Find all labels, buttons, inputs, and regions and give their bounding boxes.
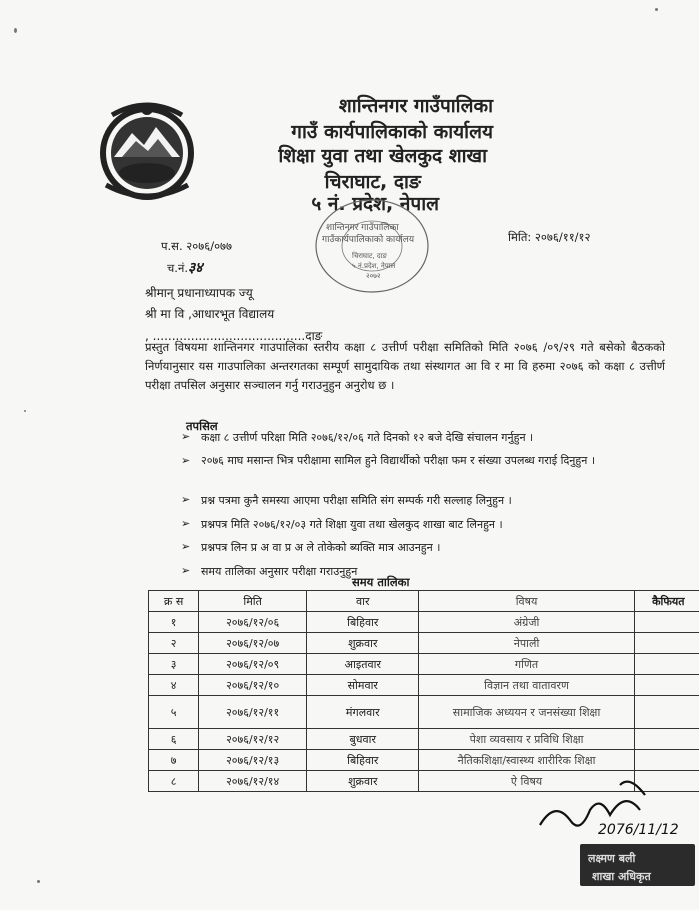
cell-day: सोमवार [307,675,419,696]
office-stamp [312,196,432,296]
list-item: ➢ प्रश्नपत्र मिति २०७६/१२/०३ गते शिक्षा युवा तथा खेलकुद शाखा बाट लिनहुन । [181,517,503,531]
cell-date: २०७६/१२/११ [199,696,307,729]
cell-remarks [634,675,699,696]
table-header-row [149,591,699,612]
schedule-title: समय तालिका [352,575,410,589]
list-item: ➢ कक्षा ८ उत्तीर्ण परिक्षा मिति २०७६/१२/०६ गते दिनको १२ बजे देखि संचालन गर्नुहुन । [181,430,534,444]
cell-remarks [634,729,699,750]
arrow-bullet-icon: ➢ [181,430,191,443]
cell-subject: पेशा व्यवसाय र प्रविधि शिक्षा [419,729,634,750]
list-item: ➢ २०७६ माघ मसान्त भित्र परीक्षामा सामिल हुने विद्यार्थीको परीक्षा फम र संख्या उपलब्ध गराई दिनुहुन । [181,451,661,493]
letterhead-line1: शान्तिनगर गाउँपालिका [338,95,493,117]
table-row [149,750,699,771]
cell-remarks [634,696,699,729]
scan-speck [655,8,658,11]
cell-sn: ८ [149,771,199,792]
cell-day: बिहिवार [307,612,419,633]
arrow-bullet-icon: ➢ [181,454,191,467]
reference-ps: प.स. २०७६/०७७ [161,239,233,253]
table-row [149,654,699,675]
reference-cn-value: ३४ [188,260,203,276]
header-subject: विषय [419,591,634,612]
header-remarks: कैफियत [634,591,699,612]
cell-remarks [634,612,699,633]
letterhead-line4: चिराघाट, दाङ [324,171,421,193]
cell-subject: सामाजिक अध्ययन र जनसंख्या शिक्षा [419,696,634,729]
cell-subject: विज्ञान तथा वातावरण [419,675,634,696]
letterhead-line3: शिक्षा युवा तथा खेलकुद शाखा [278,145,487,167]
cell-sn: ६ [149,729,199,750]
cell-date: २०७६/१२/०६ [199,612,307,633]
arrow-bullet-icon: ➢ [181,517,191,530]
cell-subject: अंग्रेजी [419,612,634,633]
cell-date: २०७६/१२/१३ [199,750,307,771]
address-to: श्रीमान् प्रधानाध्यापक ज्यू [145,286,253,300]
cell-day: बिहिवार [307,750,419,771]
list-item: ➢ प्रश्न पत्रमा कुनै समस्या आएमा परीक्षा समिति संग सम्पर्क गरी सल्लाह लिनुहुन । [181,493,512,507]
reference-cn-prefix: च.नं. [167,261,188,275]
cell-date: २०७६/१२/१४ [199,771,307,792]
cell-sn: १ [149,612,199,633]
cell-date: २०७६/१२/१० [199,675,307,696]
letterhead-line2: गाउँ कार्यपालिकाको कार्यालय [291,121,493,143]
table-row [149,729,699,750]
reference-cn [167,258,203,277]
scan-speck [24,410,26,412]
header-day: वार [307,591,419,612]
cell-date: २०७६/१२/१२ [199,729,307,750]
cell-sn: ४ [149,675,199,696]
instruction-list [181,430,661,584]
cell-remarks [634,750,699,771]
header-sn: क्र स [149,591,199,612]
cell-subject: ऐ विषय [419,771,634,792]
cell-day: शुक्रवार [307,633,419,654]
table-row [149,675,699,696]
arrow-bullet-icon: ➢ [181,564,191,577]
stamp-line1: शान्तिनगर गाउँपालिका [326,223,399,233]
cell-sn: ७ [149,750,199,771]
stamp-line5: २०७२ [366,272,381,280]
letter-date: मिति: २०७६/११/१२ [508,230,591,244]
body-paragraph: प्रस्तुत विषयमा शान्तिनगर गाउपालिका स्तरीय कक्षा ८ उत्तीर्ण परीक्षा समितिको मिति २०७६ /०९/२९ गते बसेको बैठकको निर्णयानुसार यस गाउपालिका अन्तरगतका सम्पूर्ण सामुदायिक तथा संस्थागत आ वि र मा वि हरुमा २०७६ को कक्षा ८ उत्तीर्ण परीक्षा तपसिल अनुसार सञ्चालन गर्नु गराउनुहुन अनुरोध छ । [145,340,665,392]
tapasil-heading: तपसिल [186,419,218,433]
cell-subject: नैतिकशिक्षा/स्वास्थ्य शारीरिक शिक्षा [419,750,634,771]
stamp-line3: चिराघाट, दाङ [352,252,387,260]
cell-subject: गणित [419,654,634,675]
table-row [149,633,699,654]
cell-remarks [634,633,699,654]
cell-date: २०७६/१२/०७ [199,633,307,654]
arrow-bullet-icon: ➢ [181,493,191,506]
address-school: श्री मा वि ,आधारभूत विद्यालय [145,307,275,321]
list-item: ➢ समय तालिका अनुसार परीक्षा गराउनुहुन [181,564,358,578]
signature-block [530,780,699,890]
officer-stamp-line2: शाखा अधिकृत [592,870,651,883]
cell-day: शुक्रवार [307,771,419,792]
address-place: , ........................................दाङ [145,329,323,343]
officer-stamp-line1: लक्ष्मण बली [588,852,636,865]
header-date: मिति [199,591,307,612]
cell-day: आइतवार [307,654,419,675]
stamp-line2: गाउँकार्यपालिकाको कार्यालय [322,235,415,245]
arrow-bullet-icon: ➢ [181,540,191,553]
cell-sn: ५ [149,696,199,729]
cell-subject: नेपाली [419,633,634,654]
cell-remarks [634,654,699,675]
cell-day: बुधवार [307,729,419,750]
scan-speck [37,880,40,883]
exam-schedule-table [148,590,699,792]
stamp-line4: ५ नं.प्रदेश, नेपाल [352,262,396,270]
letterhead-line5: ५ नं. प्रदेश, नेपाल [311,193,439,215]
list-item: ➢ प्रश्नपत्र लिन प्र अ वा प्र अ ले तोकेको ब्यक्ति मात्र आउनहुन । [181,540,441,554]
scan-speck [14,28,17,33]
signature-scribble [540,782,645,826]
table-row [149,612,699,633]
table-row [149,696,699,729]
signature-handwritten-date: 2076/11/12 [598,822,679,838]
cell-date: २०७६/१२/०९ [199,654,307,675]
cell-day: मंगलवार [307,696,419,729]
cell-sn: ३ [149,654,199,675]
nepal-emblem-icon [92,95,202,205]
cell-sn: २ [149,633,199,654]
